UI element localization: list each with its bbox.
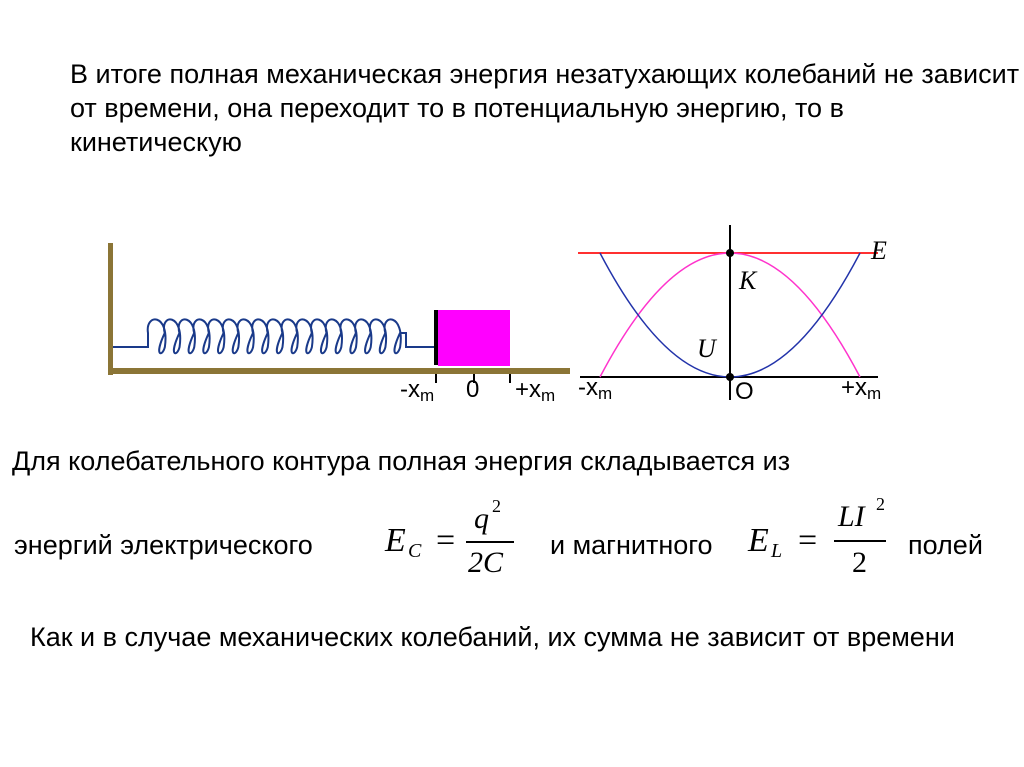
paragraph-total-mechanical-energy: В итоге полная механическая энергия незатухающих колебаний не зависит от времени, она переходит то в потенциальную энергию, то в кинетическую — [70, 59, 1020, 157]
label-minus-xm: -xm — [578, 374, 613, 403]
text-electric-energy: энергий электрического — [14, 530, 313, 560]
spring-mass-diagram — [100, 235, 660, 415]
spring — [113, 319, 434, 353]
formula-l-numerator: LI — [838, 500, 865, 533]
label-zero: 0 — [466, 376, 480, 403]
formula-l-equals: = — [798, 522, 818, 559]
paragraph-oscillating-circuit: Для колебательного контура полная энергия складывается из — [12, 446, 791, 476]
label-O: O — [735, 378, 754, 405]
spring-coil-path — [113, 319, 434, 353]
formula-c-denominator: 2C — [468, 546, 504, 579]
paragraph-sum-constant: Как и в случае механических колебаний, их сумма не зависит от времени — [30, 622, 955, 652]
label-U: U — [697, 334, 716, 363]
energy-graph — [578, 225, 898, 405]
label-K: K — [739, 266, 757, 295]
formula-l-denominator: 2 — [852, 546, 867, 579]
formula-c-equals: = — [436, 522, 456, 559]
mass-block — [438, 310, 510, 366]
formula-l-symbol: E — [748, 522, 769, 559]
formula-l-fraction-bar — [834, 540, 886, 542]
text-fields: полей — [908, 530, 983, 560]
formula-l-subscript: L — [771, 540, 783, 562]
formula-c-exponent: 2 — [492, 496, 501, 516]
bottom-point — [726, 373, 734, 381]
label-E: E — [871, 236, 887, 265]
text-magnetic: и магнитного — [550, 530, 713, 560]
label-plus-xm: +xm — [515, 376, 556, 405]
formula-c-fraction-bar — [466, 541, 514, 543]
formula-c-symbol: E — [385, 522, 406, 559]
formula-l-exponent: 2 — [876, 494, 885, 514]
label-plus-xm: +xm — [841, 374, 882, 403]
wall — [108, 243, 113, 375]
formula-c-subscript: C — [408, 540, 422, 562]
formula-c-numerator: q — [474, 502, 489, 535]
label-minus-xm: -xm — [400, 376, 435, 405]
floor — [108, 368, 570, 374]
top-point — [726, 249, 734, 257]
